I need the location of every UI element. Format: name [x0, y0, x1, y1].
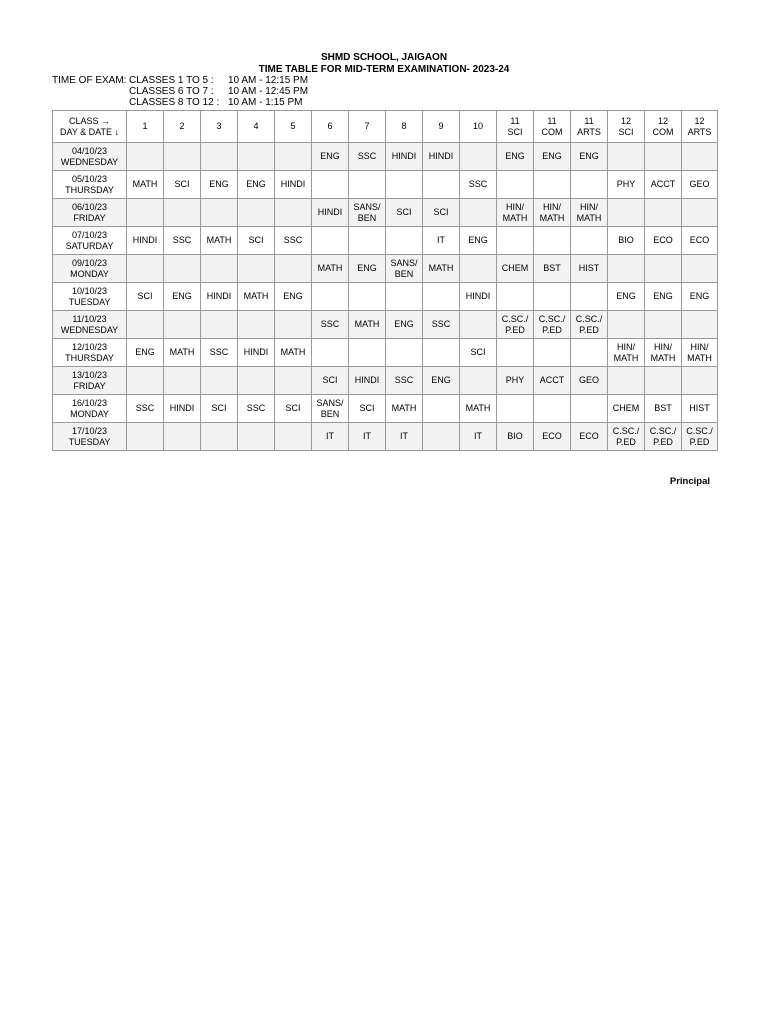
subject-cell: HINDI [275, 171, 312, 199]
subject-cell: ENG [460, 227, 497, 255]
subject-cell: IT [460, 423, 497, 451]
subject-cell: ENG [312, 143, 349, 171]
table-row [53, 255, 718, 283]
subject-cell: ENG [127, 339, 164, 367]
subject-cell: ECO [571, 423, 608, 451]
subject-cell: SCI [275, 395, 312, 423]
subject-cell [571, 171, 608, 199]
subject-cell [201, 143, 238, 171]
subject-cell: SCI [127, 283, 164, 311]
subject-cell [645, 143, 682, 171]
date-cell: 11/10/23 WEDNESDAY [53, 311, 127, 339]
subject-cell: ENG [275, 283, 312, 311]
subject-cell: ACCT [645, 171, 682, 199]
subject-cell [312, 283, 349, 311]
table-row [53, 311, 718, 339]
subject-cell [386, 227, 423, 255]
subject-cell [608, 367, 645, 395]
subject-cell [386, 171, 423, 199]
subject-cell [682, 255, 718, 283]
subject-cell [164, 199, 201, 227]
class-column-header: 7 [349, 111, 386, 143]
subject-cell: SSC [201, 339, 238, 367]
subject-cell [423, 395, 460, 423]
subject-cell: HIST [571, 255, 608, 283]
table-row [53, 367, 718, 395]
subject-cell: PHY [608, 171, 645, 199]
subject-cell: SANS/ BEN [386, 255, 423, 283]
timetable [52, 110, 718, 451]
subject-cell: HINDI [201, 283, 238, 311]
subject-cell: HIN/ MATH [645, 339, 682, 367]
subject-cell [423, 283, 460, 311]
subject-cell: C.SC./ P.ED [645, 423, 682, 451]
subject-cell [164, 143, 201, 171]
subject-cell [645, 255, 682, 283]
subject-cell [460, 367, 497, 395]
subject-cell [645, 311, 682, 339]
date-cell: 05/10/23 THURSDAY [53, 171, 127, 199]
subject-cell [460, 255, 497, 283]
subject-cell: MATH [460, 395, 497, 423]
subject-cell: SSC [423, 311, 460, 339]
subject-cell [349, 171, 386, 199]
subject-cell [460, 199, 497, 227]
class-column-header: 11 SCI [497, 111, 534, 143]
subject-cell: ENG [349, 255, 386, 283]
class-column-header: 2 [164, 111, 201, 143]
date-cell: 06/10/23 FRIDAY [53, 199, 127, 227]
date-cell: 07/10/23 SATURDAY [53, 227, 127, 255]
subject-cell: IT [312, 423, 349, 451]
subject-cell: HINDI [312, 199, 349, 227]
subject-cell: HIN/ MATH [534, 199, 571, 227]
table-header-row [53, 111, 718, 143]
subject-cell [460, 311, 497, 339]
subject-cell [275, 255, 312, 283]
subject-cell [571, 227, 608, 255]
table-row [53, 171, 718, 199]
subject-cell [534, 171, 571, 199]
subject-cell: SSC [312, 311, 349, 339]
subject-cell [645, 367, 682, 395]
subject-cell: HIN/ MATH [608, 339, 645, 367]
subject-cell [238, 143, 275, 171]
subject-cell: C.SC./ P.ED [608, 423, 645, 451]
subject-cell [127, 143, 164, 171]
subject-cell: HINDI [349, 367, 386, 395]
principal-signature: Principal [669, 476, 710, 487]
subject-cell [275, 367, 312, 395]
subject-cell [571, 395, 608, 423]
timing-label: CLASSES 8 TO 12 : [129, 97, 220, 108]
subject-cell: MATH [386, 395, 423, 423]
subject-cell [275, 311, 312, 339]
subject-cell [497, 395, 534, 423]
subject-cell: ENG [201, 171, 238, 199]
table-row [53, 227, 718, 255]
subject-cell [349, 339, 386, 367]
date-cell: 10/10/23 TUESDAY [53, 283, 127, 311]
date-cell: 16/10/23 MONDAY [53, 395, 127, 423]
subject-cell: IT [349, 423, 386, 451]
subject-cell [201, 423, 238, 451]
subject-cell: HINDI [386, 143, 423, 171]
subject-cell [497, 227, 534, 255]
subject-cell [349, 283, 386, 311]
subject-cell: SCI [201, 395, 238, 423]
subject-cell [238, 255, 275, 283]
subject-cell: SCI [386, 199, 423, 227]
subject-cell [127, 367, 164, 395]
subject-cell: SCI [312, 367, 349, 395]
subject-cell: HINDI [127, 227, 164, 255]
subject-cell [201, 199, 238, 227]
subject-cell: IT [423, 227, 460, 255]
subject-cell: ENG [423, 367, 460, 395]
subject-cell: HINDI [423, 143, 460, 171]
subject-cell: SANS/ BEN [312, 395, 349, 423]
subject-cell [238, 199, 275, 227]
class-column-header: 5 [275, 111, 312, 143]
corner-header: CLASS → DAY & DATE ↓ [53, 111, 127, 143]
subject-cell: PHY [497, 367, 534, 395]
subject-cell: SSC [349, 143, 386, 171]
subject-cell [275, 143, 312, 171]
subject-cell [534, 339, 571, 367]
subject-cell: MATH [349, 311, 386, 339]
class-column-header: 6 [312, 111, 349, 143]
date-cell: 04/10/23 WEDNESDAY [53, 143, 127, 171]
subject-cell [423, 423, 460, 451]
subject-cell: HIN/ MATH [571, 199, 608, 227]
subject-cell [571, 283, 608, 311]
subject-cell: ENG [164, 283, 201, 311]
subject-cell: GEO [571, 367, 608, 395]
class-column-header: 12 SCI [608, 111, 645, 143]
subject-cell: CHEM [608, 395, 645, 423]
subject-cell: BST [645, 395, 682, 423]
subject-cell: ECO [682, 227, 718, 255]
subject-cell [423, 339, 460, 367]
subject-cell: GEO [682, 171, 718, 199]
subject-cell: BIO [608, 227, 645, 255]
subject-cell: SCI [460, 339, 497, 367]
subject-cell: BST [534, 255, 571, 283]
subject-cell: SSC [164, 227, 201, 255]
subject-cell: SSC [460, 171, 497, 199]
subject-cell [497, 283, 534, 311]
timing-label: CLASSES 1 TO 5 : [129, 75, 214, 86]
subject-cell [275, 199, 312, 227]
subject-cell: C.SC./ P.ED [534, 311, 571, 339]
subject-cell [608, 311, 645, 339]
exam-title: TIME TABLE FOR MID-TERM EXAMINATION- 2023-24 [258, 64, 510, 75]
timing-time: 10 AM - 12:45 PM [228, 86, 309, 97]
subject-cell [386, 283, 423, 311]
table-row [53, 199, 718, 227]
class-column-header: 12 COM [645, 111, 682, 143]
subject-cell: MATH [275, 339, 312, 367]
subject-cell [608, 255, 645, 283]
subject-cell: SANS/ BEN [349, 199, 386, 227]
subject-cell: ACCT [534, 367, 571, 395]
table-row [53, 143, 718, 171]
subject-cell [534, 283, 571, 311]
subject-cell: MATH [312, 255, 349, 283]
class-column-header: 11 COM [534, 111, 571, 143]
subject-cell [608, 143, 645, 171]
subject-cell: HINDI [460, 283, 497, 311]
subject-cell: SSC [238, 395, 275, 423]
table-row [53, 395, 718, 423]
subject-cell: CHEM [497, 255, 534, 283]
subject-cell [127, 423, 164, 451]
subject-cell: SCI [238, 227, 275, 255]
subject-cell: MATH [238, 283, 275, 311]
subject-cell: C.SC./ P.ED [497, 311, 534, 339]
subject-cell [682, 311, 718, 339]
subject-cell [682, 199, 718, 227]
subject-cell: SCI [423, 199, 460, 227]
subject-cell: ENG [386, 311, 423, 339]
class-column-header: 1 [127, 111, 164, 143]
subject-cell: MATH [423, 255, 460, 283]
subject-cell: HIN/ MATH [682, 339, 718, 367]
subject-cell [645, 199, 682, 227]
subject-cell: MATH [164, 339, 201, 367]
subject-cell: MATH [201, 227, 238, 255]
subject-cell [571, 339, 608, 367]
subject-cell [497, 339, 534, 367]
subject-cell [201, 367, 238, 395]
subject-cell: HIST [682, 395, 718, 423]
subject-cell: HINDI [164, 395, 201, 423]
subject-cell: ENG [534, 143, 571, 171]
subject-cell [682, 367, 718, 395]
subject-cell: HINDI [238, 339, 275, 367]
subject-cell [238, 311, 275, 339]
timing-label: CLASSES 6 TO 7 : [129, 86, 214, 97]
subject-cell: ECO [534, 423, 571, 451]
subject-cell: C.SC./ P.ED [571, 311, 608, 339]
subject-cell: ENG [645, 283, 682, 311]
school-name: SHMD SCHOOL, JAIGAON [320, 52, 448, 63]
subject-cell [423, 171, 460, 199]
subject-cell: IT [386, 423, 423, 451]
subject-cell: ENG [497, 143, 534, 171]
class-column-header: 9 [423, 111, 460, 143]
subject-cell [127, 199, 164, 227]
subject-cell: ENG [682, 283, 718, 311]
subject-cell [460, 143, 497, 171]
table-row [53, 283, 718, 311]
date-cell: 13/10/23 FRIDAY [53, 367, 127, 395]
subject-cell [238, 367, 275, 395]
subject-cell [164, 367, 201, 395]
date-cell: 09/10/23 MONDAY [53, 255, 127, 283]
subject-cell [682, 143, 718, 171]
subject-cell: ENG [238, 171, 275, 199]
subject-cell: ENG [608, 283, 645, 311]
timing-time: 10 AM - 1:15 PM [228, 97, 303, 108]
subject-cell [275, 423, 312, 451]
subject-cell [127, 311, 164, 339]
class-column-header: 12 ARTS [682, 111, 718, 143]
subject-cell: MATH [127, 171, 164, 199]
subject-cell [312, 227, 349, 255]
subject-cell [534, 227, 571, 255]
subject-cell: HIN/ MATH [497, 199, 534, 227]
subject-cell [164, 311, 201, 339]
subject-cell [534, 395, 571, 423]
subject-cell: ECO [645, 227, 682, 255]
subject-cell: BIO [497, 423, 534, 451]
table-row [53, 339, 718, 367]
class-column-header: 10 [460, 111, 497, 143]
date-cell: 12/10/23 THURSDAY [53, 339, 127, 367]
subject-cell [608, 199, 645, 227]
subject-cell [312, 339, 349, 367]
class-column-header: 4 [238, 111, 275, 143]
subject-cell [201, 311, 238, 339]
subject-cell [201, 255, 238, 283]
subject-cell [386, 339, 423, 367]
subject-cell [127, 255, 164, 283]
date-cell: 17/10/23 TUESDAY [53, 423, 127, 451]
table-body [53, 143, 718, 451]
subject-cell [238, 423, 275, 451]
subject-cell: SSC [127, 395, 164, 423]
class-column-header: 3 [201, 111, 238, 143]
class-column-header: 8 [386, 111, 423, 143]
subject-cell: SCI [349, 395, 386, 423]
subject-cell [312, 171, 349, 199]
subject-cell: SSC [275, 227, 312, 255]
table-row [53, 423, 718, 451]
subject-cell: C.SC./ P.ED [682, 423, 718, 451]
subject-cell [349, 227, 386, 255]
subject-cell [164, 255, 201, 283]
timing-time: 10 AM - 12:15 PM [228, 75, 309, 86]
subject-cell: SCI [164, 171, 201, 199]
timing-prefix: TIME OF EXAM: [52, 75, 127, 86]
class-column-header: 11 ARTS [571, 111, 608, 143]
subject-cell: ENG [571, 143, 608, 171]
subject-cell [164, 423, 201, 451]
subject-cell: SSC [386, 367, 423, 395]
subject-cell [497, 171, 534, 199]
